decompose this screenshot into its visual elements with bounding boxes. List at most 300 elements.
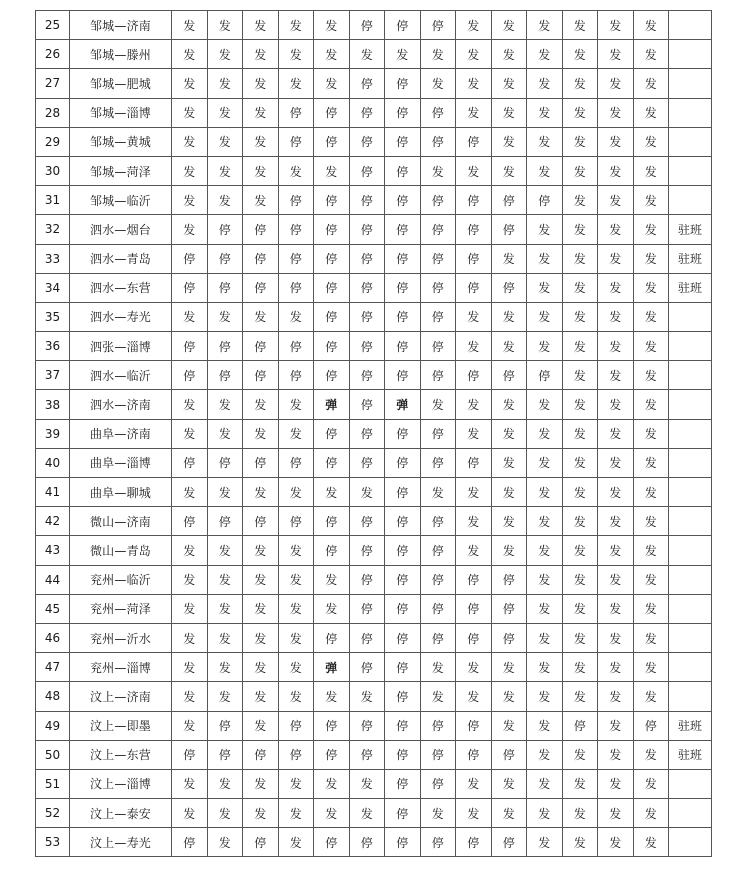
status-cell: 发 (633, 594, 669, 623)
status-cell: 发 (456, 11, 492, 40)
status-cell: 发 (207, 828, 243, 857)
status-cell: 发 (562, 156, 598, 185)
route-cell: 曲阜—淄博 (70, 448, 172, 477)
status-cell: 停 (491, 361, 527, 390)
status-cell: 发 (527, 127, 563, 156)
status-cell: 发 (562, 186, 598, 215)
route-cell: 泗水—济南 (70, 390, 172, 419)
table-row (36, 682, 712, 711)
status-cell: 停 (420, 215, 456, 244)
status-cell: 停 (314, 244, 350, 273)
status-cell: 发 (598, 623, 634, 652)
status-cell: 发 (207, 127, 243, 156)
status-cell: 发 (527, 390, 563, 419)
status-cell: 发 (633, 215, 669, 244)
status-cell: 停 (207, 711, 243, 740)
status-cell: 停 (349, 740, 385, 769)
status-cell: 发 (420, 390, 456, 419)
status-cell: 发 (598, 653, 634, 682)
row-number-cell: 31 (36, 186, 70, 215)
status-cell: 发 (172, 156, 208, 185)
status-cell: 停 (349, 448, 385, 477)
status-cell: 发 (243, 69, 279, 98)
status-cell: 停 (420, 565, 456, 594)
status-cell: 停 (456, 127, 492, 156)
status-cell: 发 (562, 448, 598, 477)
status-cell: 发 (527, 682, 563, 711)
row-number-cell: 50 (36, 740, 70, 769)
status-cell: 发 (349, 799, 385, 828)
status-cell: 发 (314, 69, 350, 98)
status-cell: 弹 (314, 390, 350, 419)
status-cell: 发 (243, 302, 279, 331)
status-cell: 停 (349, 332, 385, 361)
status-cell: 停 (456, 186, 492, 215)
status-cell: 停 (491, 565, 527, 594)
status-cell: 发 (207, 390, 243, 419)
status-cell: 停 (420, 419, 456, 448)
row-number-cell: 51 (36, 769, 70, 798)
row-number-cell: 48 (36, 682, 70, 711)
status-cell: 停 (207, 448, 243, 477)
table-row (36, 390, 712, 419)
status-cell: 停 (314, 186, 350, 215)
route-cell: 邹城—滕州 (70, 40, 172, 69)
status-cell: 停 (349, 565, 385, 594)
status-cell: 发 (243, 769, 279, 798)
note-cell (669, 156, 712, 185)
status-cell: 发 (527, 536, 563, 565)
status-cell: 发 (172, 623, 208, 652)
status-cell: 停 (314, 828, 350, 857)
row-number-cell: 33 (36, 244, 70, 273)
status-cell: 停 (491, 828, 527, 857)
note-cell: 驻班 (669, 711, 712, 740)
table-row (36, 98, 712, 127)
table-row (36, 244, 712, 273)
status-cell: 发 (172, 302, 208, 331)
route-cell: 邹城—淄博 (70, 98, 172, 127)
status-cell: 停 (314, 419, 350, 448)
table-row (36, 448, 712, 477)
status-cell: 停 (385, 419, 421, 448)
status-cell: 发 (562, 69, 598, 98)
table-row (36, 507, 712, 536)
status-cell: 发 (491, 682, 527, 711)
status-cell: 发 (491, 799, 527, 828)
status-cell: 发 (562, 653, 598, 682)
status-cell: 发 (527, 594, 563, 623)
status-cell: 发 (349, 478, 385, 507)
status-cell: 停 (420, 98, 456, 127)
row-number-cell: 28 (36, 98, 70, 127)
status-cell: 发 (562, 98, 598, 127)
status-cell: 发 (172, 478, 208, 507)
status-cell: 发 (633, 273, 669, 302)
status-cell: 停 (349, 69, 385, 98)
route-cell: 泗水—东营 (70, 273, 172, 302)
status-cell: 停 (278, 98, 314, 127)
status-cell: 发 (633, 565, 669, 594)
status-cell: 停 (491, 215, 527, 244)
status-cell: 停 (314, 740, 350, 769)
status-cell: 发 (527, 69, 563, 98)
note-cell (669, 507, 712, 536)
row-number-cell: 44 (36, 565, 70, 594)
note-cell (669, 11, 712, 40)
status-cell: 发 (598, 536, 634, 565)
status-cell: 发 (562, 127, 598, 156)
row-number-cell: 46 (36, 623, 70, 652)
status-cell: 发 (420, 478, 456, 507)
status-cell: 发 (633, 623, 669, 652)
status-cell: 发 (172, 565, 208, 594)
status-cell: 发 (491, 390, 527, 419)
status-cell: 停 (349, 361, 385, 390)
status-cell: 停 (385, 565, 421, 594)
status-cell: 发 (633, 653, 669, 682)
status-cell: 发 (598, 332, 634, 361)
status-cell: 停 (385, 127, 421, 156)
status-cell: 发 (420, 69, 456, 98)
status-cell: 发 (278, 302, 314, 331)
status-cell: 发 (598, 302, 634, 331)
status-cell: 停 (385, 828, 421, 857)
status-cell: 停 (314, 215, 350, 244)
status-cell: 发 (527, 332, 563, 361)
status-cell: 停 (420, 623, 456, 652)
status-cell: 发 (491, 127, 527, 156)
status-cell: 发 (633, 361, 669, 390)
status-cell: 停 (278, 448, 314, 477)
status-cell: 停 (172, 828, 208, 857)
status-cell: 发 (598, 799, 634, 828)
status-cell: 停 (314, 127, 350, 156)
status-cell: 发 (598, 507, 634, 536)
status-cell: 发 (243, 390, 279, 419)
status-cell: 发 (349, 682, 385, 711)
status-cell: 发 (278, 828, 314, 857)
status-cell: 发 (527, 507, 563, 536)
status-cell: 发 (633, 69, 669, 98)
status-cell: 发 (456, 769, 492, 798)
status-cell: 停 (456, 594, 492, 623)
status-cell: 发 (278, 156, 314, 185)
status-cell: 发 (598, 215, 634, 244)
note-cell: 驻班 (669, 740, 712, 769)
status-cell: 发 (278, 390, 314, 419)
status-cell: 停 (349, 302, 385, 331)
status-cell: 停 (314, 273, 350, 302)
status-cell: 停 (172, 507, 208, 536)
route-cell: 汶上—济南 (70, 682, 172, 711)
status-cell: 停 (349, 507, 385, 536)
route-cell: 汶上—即墨 (70, 711, 172, 740)
status-cell: 发 (243, 682, 279, 711)
route-cell: 微山—青岛 (70, 536, 172, 565)
route-cell: 汶上—寿光 (70, 828, 172, 857)
status-cell: 停 (562, 711, 598, 740)
status-cell: 停 (491, 273, 527, 302)
status-cell: 发 (207, 682, 243, 711)
status-cell: 停 (527, 186, 563, 215)
table-row (36, 40, 712, 69)
status-cell: 停 (385, 11, 421, 40)
status-cell: 停 (278, 711, 314, 740)
status-cell: 发 (243, 40, 279, 69)
status-cell: 停 (349, 127, 385, 156)
status-cell: 发 (562, 682, 598, 711)
status-cell: 停 (420, 244, 456, 273)
status-cell: 发 (491, 244, 527, 273)
note-cell (669, 419, 712, 448)
row-number-cell: 25 (36, 11, 70, 40)
route-cell: 汶上—东营 (70, 740, 172, 769)
row-number-cell: 40 (36, 448, 70, 477)
status-cell: 停 (349, 536, 385, 565)
status-cell: 发 (456, 799, 492, 828)
status-cell: 停 (420, 711, 456, 740)
note-cell: 驻班 (669, 244, 712, 273)
table-row (36, 711, 712, 740)
note-cell (669, 536, 712, 565)
row-number-cell: 35 (36, 302, 70, 331)
note-cell (669, 69, 712, 98)
status-cell: 停 (385, 507, 421, 536)
status-cell: 停 (420, 273, 456, 302)
route-cell: 兖州—沂水 (70, 623, 172, 652)
status-cell: 发 (207, 186, 243, 215)
status-cell: 停 (243, 740, 279, 769)
status-cell: 发 (314, 594, 350, 623)
status-cell: 发 (633, 127, 669, 156)
status-cell: 发 (172, 186, 208, 215)
status-cell: 停 (172, 244, 208, 273)
status-cell: 发 (527, 711, 563, 740)
route-cell: 泗水—烟台 (70, 215, 172, 244)
status-cell: 停 (243, 215, 279, 244)
status-cell: 停 (456, 448, 492, 477)
status-cell: 发 (243, 536, 279, 565)
status-cell: 发 (633, 186, 669, 215)
status-cell: 停 (278, 215, 314, 244)
status-cell: 发 (633, 419, 669, 448)
status-cell: 停 (385, 186, 421, 215)
status-cell: 停 (207, 332, 243, 361)
status-cell: 停 (385, 273, 421, 302)
status-cell: 停 (420, 594, 456, 623)
bus-schedule-table (35, 10, 712, 857)
status-cell: 发 (314, 769, 350, 798)
status-cell: 发 (456, 332, 492, 361)
status-cell: 发 (491, 69, 527, 98)
status-cell: 发 (456, 390, 492, 419)
status-cell: 发 (562, 828, 598, 857)
status-cell: 停 (314, 448, 350, 477)
route-cell: 邹城—肥城 (70, 69, 172, 98)
status-cell: 发 (456, 69, 492, 98)
status-cell: 发 (491, 478, 527, 507)
status-cell: 发 (527, 653, 563, 682)
note-cell (669, 565, 712, 594)
status-cell: 发 (633, 478, 669, 507)
status-cell: 发 (243, 98, 279, 127)
status-cell: 停 (385, 711, 421, 740)
table-row (36, 419, 712, 448)
status-cell: 停 (207, 740, 243, 769)
status-cell: 发 (207, 40, 243, 69)
status-cell: 发 (491, 507, 527, 536)
status-cell: 发 (278, 653, 314, 682)
row-number-cell: 30 (36, 156, 70, 185)
status-cell: 发 (633, 799, 669, 828)
row-number-cell: 32 (36, 215, 70, 244)
note-cell (669, 623, 712, 652)
status-cell: 停 (385, 799, 421, 828)
status-cell: 停 (172, 740, 208, 769)
row-number-cell: 34 (36, 273, 70, 302)
status-cell: 发 (314, 478, 350, 507)
status-cell: 发 (278, 69, 314, 98)
status-cell: 停 (385, 478, 421, 507)
status-cell: 停 (349, 828, 385, 857)
status-cell: 发 (562, 361, 598, 390)
status-cell: 发 (527, 419, 563, 448)
note-cell (669, 361, 712, 390)
status-cell: 发 (278, 594, 314, 623)
status-cell: 发 (527, 740, 563, 769)
status-cell: 发 (491, 11, 527, 40)
status-cell: 停 (314, 302, 350, 331)
status-cell: 发 (172, 215, 208, 244)
status-cell: 发 (562, 507, 598, 536)
status-cell: 发 (172, 40, 208, 69)
route-cell: 兖州—淄博 (70, 653, 172, 682)
status-cell: 停 (207, 361, 243, 390)
note-cell: 驻班 (669, 273, 712, 302)
status-cell: 发 (562, 478, 598, 507)
note-cell (669, 799, 712, 828)
note-cell (669, 653, 712, 682)
status-cell: 停 (420, 186, 456, 215)
status-cell: 发 (491, 332, 527, 361)
status-cell: 发 (527, 828, 563, 857)
status-cell: 发 (491, 536, 527, 565)
row-number-cell: 27 (36, 69, 70, 98)
status-cell: 停 (314, 536, 350, 565)
status-cell: 发 (243, 127, 279, 156)
status-cell: 发 (172, 127, 208, 156)
note-cell: 驻班 (669, 215, 712, 244)
status-cell: 发 (633, 682, 669, 711)
status-cell: 停 (420, 769, 456, 798)
status-cell: 发 (633, 244, 669, 273)
status-cell: 停 (385, 244, 421, 273)
status-cell: 停 (456, 828, 492, 857)
table-row (36, 740, 712, 769)
route-cell: 邹城—菏泽 (70, 156, 172, 185)
status-cell: 发 (562, 623, 598, 652)
status-cell: 发 (243, 594, 279, 623)
status-cell: 发 (456, 682, 492, 711)
status-cell: 停 (420, 828, 456, 857)
row-number-cell: 42 (36, 507, 70, 536)
status-cell: 发 (491, 419, 527, 448)
status-cell: 发 (243, 156, 279, 185)
note-cell (669, 594, 712, 623)
status-cell: 弹 (385, 390, 421, 419)
status-cell: 停 (420, 11, 456, 40)
row-number-cell: 37 (36, 361, 70, 390)
status-cell: 发 (456, 156, 492, 185)
status-cell: 发 (243, 419, 279, 448)
status-cell: 发 (491, 98, 527, 127)
note-cell (669, 98, 712, 127)
status-cell: 发 (349, 40, 385, 69)
table-row (36, 828, 712, 857)
status-cell: 发 (633, 769, 669, 798)
status-cell: 发 (527, 448, 563, 477)
status-cell: 停 (207, 244, 243, 273)
status-cell: 停 (385, 740, 421, 769)
status-cell: 发 (207, 769, 243, 798)
status-cell: 发 (207, 69, 243, 98)
status-cell: 发 (278, 682, 314, 711)
status-cell: 发 (172, 69, 208, 98)
status-cell: 停 (278, 507, 314, 536)
status-cell: 发 (562, 273, 598, 302)
status-cell: 发 (633, 740, 669, 769)
route-cell: 曲阜—济南 (70, 419, 172, 448)
status-cell: 发 (562, 40, 598, 69)
status-cell: 发 (527, 478, 563, 507)
status-cell: 发 (207, 623, 243, 652)
status-cell: 发 (598, 828, 634, 857)
status-cell: 发 (314, 40, 350, 69)
table-row (36, 11, 712, 40)
route-cell: 泗水—临沂 (70, 361, 172, 390)
status-cell: 发 (243, 623, 279, 652)
status-cell: 发 (527, 623, 563, 652)
status-cell: 发 (278, 536, 314, 565)
status-cell: 发 (172, 390, 208, 419)
status-cell: 停 (243, 361, 279, 390)
status-cell: 停 (491, 594, 527, 623)
status-cell: 停 (456, 623, 492, 652)
status-cell: 停 (420, 332, 456, 361)
status-cell: 发 (207, 799, 243, 828)
table-row (36, 361, 712, 390)
note-cell (669, 478, 712, 507)
route-cell: 微山—济南 (70, 507, 172, 536)
status-cell: 停 (385, 302, 421, 331)
status-cell: 停 (456, 244, 492, 273)
status-cell: 发 (633, 156, 669, 185)
status-cell: 停 (420, 507, 456, 536)
status-cell: 发 (172, 11, 208, 40)
status-cell: 发 (598, 361, 634, 390)
row-number-cell: 26 (36, 40, 70, 69)
status-cell: 发 (243, 799, 279, 828)
status-cell: 停 (314, 332, 350, 361)
status-cell: 发 (172, 769, 208, 798)
row-number-cell: 43 (36, 536, 70, 565)
note-cell (669, 40, 712, 69)
status-cell: 停 (349, 98, 385, 127)
status-cell: 停 (314, 98, 350, 127)
status-cell: 发 (243, 478, 279, 507)
note-cell (669, 390, 712, 419)
